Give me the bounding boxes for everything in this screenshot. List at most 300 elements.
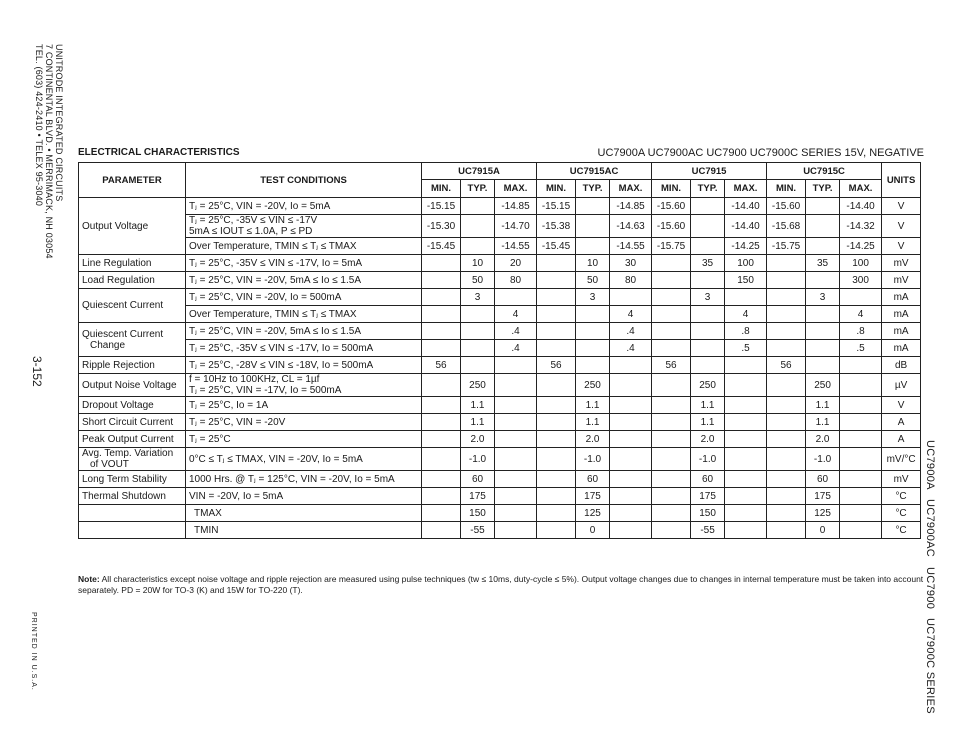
table-row bbox=[79, 357, 921, 374]
value-cell bbox=[767, 272, 806, 289]
value-cell bbox=[461, 357, 495, 374]
value-cell: 4 bbox=[725, 306, 767, 323]
value-cell bbox=[461, 198, 495, 215]
parameter-cell bbox=[79, 522, 186, 539]
value-cell: 4 bbox=[840, 306, 882, 323]
value-cell bbox=[461, 215, 495, 238]
value-cell: 2.0 bbox=[576, 431, 610, 448]
value-cell bbox=[767, 340, 806, 357]
value-cell: 56 bbox=[537, 357, 576, 374]
parameter-name: Long Term Stability bbox=[82, 473, 167, 485]
value-cell: -15.68 bbox=[767, 215, 806, 238]
value-cell bbox=[422, 323, 461, 340]
unit-cell: µV bbox=[882, 374, 921, 397]
value-cell: -15.38 bbox=[537, 215, 576, 238]
value-cell bbox=[767, 397, 806, 414]
value-cell: 2.0 bbox=[806, 431, 840, 448]
value-cell bbox=[652, 289, 691, 306]
test-condition-cell bbox=[186, 505, 422, 522]
header-device-uc7915a: UC7915A bbox=[422, 163, 537, 180]
parameter-cell bbox=[79, 505, 186, 522]
note-text: All characteristics except noise voltage and ripple rejection are measured using pulse techniques (tw ≤ 10ms, duty-cycle ≤ 5%). Output voltage changes due to changes in internal temperature must be taken into account separately. PD = 20W for TO-3 (K) and 15W for TO-220 (T). bbox=[78, 574, 924, 595]
header-units: UNITS bbox=[882, 163, 921, 198]
value-cell: 250 bbox=[691, 374, 725, 397]
unit-cell: V bbox=[882, 198, 921, 215]
page-number: 3-152 bbox=[30, 356, 44, 387]
parameter-name: Avg. Temp. Variation bbox=[82, 448, 174, 459]
value-cell bbox=[537, 505, 576, 522]
value-cell bbox=[576, 306, 610, 323]
value-cell: 60 bbox=[576, 471, 610, 488]
unit-cell: A bbox=[882, 414, 921, 431]
value-cell bbox=[652, 374, 691, 397]
side-title-part: UC7900C SERIES bbox=[924, 618, 936, 714]
value-cell bbox=[725, 431, 767, 448]
unit-cell: mA bbox=[882, 340, 921, 357]
value-cell bbox=[495, 414, 537, 431]
value-cell: 3 bbox=[576, 289, 610, 306]
table-row bbox=[79, 431, 921, 448]
value-cell bbox=[610, 414, 652, 431]
value-cell: 3 bbox=[461, 289, 495, 306]
value-cell bbox=[422, 414, 461, 431]
value-cell bbox=[840, 414, 882, 431]
value-cell bbox=[422, 471, 461, 488]
value-cell: 1.1 bbox=[461, 397, 495, 414]
parameter-name: Output Voltage bbox=[82, 220, 149, 232]
value-cell bbox=[767, 374, 806, 397]
value-cell bbox=[767, 522, 806, 539]
value-cell: -14.63 bbox=[610, 215, 652, 238]
header-max: MAX. bbox=[610, 180, 652, 198]
electrical-characteristics-table bbox=[78, 162, 921, 539]
value-cell bbox=[576, 357, 610, 374]
value-cell bbox=[422, 448, 461, 471]
value-cell bbox=[495, 357, 537, 374]
value-cell bbox=[691, 340, 725, 357]
parameter-name: Thermal Shutdown bbox=[82, 490, 166, 502]
series-label: UC7900A UC7900AC UC7900 UC7900C SERIES 15V, NEGATIVE bbox=[597, 147, 924, 159]
test-condition-cell bbox=[186, 215, 422, 238]
value-cell: 56 bbox=[422, 357, 461, 374]
table-row bbox=[79, 255, 921, 272]
value-cell bbox=[576, 215, 610, 238]
value-cell: .4 bbox=[610, 323, 652, 340]
value-cell bbox=[806, 306, 840, 323]
note-label: Note: bbox=[78, 574, 100, 584]
test-condition-cell bbox=[186, 488, 422, 505]
value-cell bbox=[691, 323, 725, 340]
value-cell: 0 bbox=[576, 522, 610, 539]
value-cell bbox=[725, 488, 767, 505]
value-cell: -14.32 bbox=[840, 215, 882, 238]
value-cell bbox=[691, 238, 725, 255]
test-condition: Tⱼ = 25°C, Io = 1A bbox=[189, 399, 269, 411]
value-cell: 250 bbox=[806, 374, 840, 397]
value-cell: -15.15 bbox=[422, 198, 461, 215]
table-row bbox=[79, 448, 921, 471]
table-row bbox=[79, 488, 921, 505]
side-title-part: UC7900A bbox=[924, 440, 936, 490]
header-min: MIN. bbox=[652, 180, 691, 198]
value-cell: -14.85 bbox=[495, 198, 537, 215]
value-cell bbox=[495, 488, 537, 505]
unit-cell: dB bbox=[882, 357, 921, 374]
value-cell: 35 bbox=[691, 255, 725, 272]
value-cell bbox=[806, 272, 840, 289]
value-cell bbox=[767, 505, 806, 522]
value-cell bbox=[691, 215, 725, 238]
parameter-cell bbox=[79, 471, 186, 488]
value-cell: 50 bbox=[461, 272, 495, 289]
value-cell bbox=[840, 357, 882, 374]
value-cell bbox=[495, 505, 537, 522]
test-condition: Tⱼ = 25°C, -35V ≤ VIN ≤ -17V bbox=[189, 215, 318, 226]
value-cell bbox=[652, 340, 691, 357]
value-cell: 150 bbox=[691, 505, 725, 522]
table-row bbox=[79, 289, 921, 306]
value-cell bbox=[576, 323, 610, 340]
value-cell: 60 bbox=[461, 471, 495, 488]
value-cell: -14.85 bbox=[610, 198, 652, 215]
parameter-cell bbox=[79, 255, 186, 272]
value-cell: 1.1 bbox=[806, 397, 840, 414]
value-cell bbox=[767, 448, 806, 471]
table-row bbox=[79, 238, 921, 255]
value-cell bbox=[461, 323, 495, 340]
company-address: 7 CONTINENTAL BLVD. • MERRIMACK, NH 03054 bbox=[44, 44, 54, 259]
value-cell: .4 bbox=[610, 340, 652, 357]
table-header-row bbox=[79, 163, 921, 180]
value-cell: -14.40 bbox=[725, 215, 767, 238]
parameter-name: Output Noise Voltage bbox=[82, 379, 177, 391]
test-condition-cell bbox=[186, 431, 422, 448]
header-typ: TYP. bbox=[691, 180, 725, 198]
test-condition-cell bbox=[186, 289, 422, 306]
parameter-cell bbox=[79, 414, 186, 431]
value-cell: 2.0 bbox=[461, 431, 495, 448]
value-cell bbox=[767, 289, 806, 306]
value-cell: -14.55 bbox=[610, 238, 652, 255]
value-cell bbox=[691, 198, 725, 215]
value-cell bbox=[422, 306, 461, 323]
test-condition: Tⱼ = 25°C, VIN = -20V, 5mA ≤ Io ≤ 1.5A bbox=[189, 274, 361, 286]
value-cell bbox=[725, 414, 767, 431]
value-cell: -1.0 bbox=[461, 448, 495, 471]
value-cell: -14.70 bbox=[495, 215, 537, 238]
unit-cell: V bbox=[882, 215, 921, 238]
value-cell bbox=[495, 431, 537, 448]
parameter-name-line2: of VOUT bbox=[90, 459, 129, 470]
value-cell: 10 bbox=[461, 255, 495, 272]
value-cell bbox=[537, 306, 576, 323]
side-title-part: UC7900AC bbox=[924, 499, 936, 558]
table-row bbox=[79, 374, 921, 397]
value-cell: 250 bbox=[576, 374, 610, 397]
value-cell bbox=[840, 397, 882, 414]
unit-cell: mA bbox=[882, 323, 921, 340]
parameter-cell bbox=[79, 198, 186, 255]
value-cell bbox=[691, 357, 725, 374]
test-condition-cell bbox=[186, 522, 422, 539]
value-cell: 150 bbox=[461, 505, 495, 522]
value-cell: 50 bbox=[576, 272, 610, 289]
value-cell bbox=[840, 488, 882, 505]
table-row bbox=[79, 505, 921, 522]
table-row bbox=[79, 414, 921, 431]
table-row bbox=[79, 198, 921, 215]
value-cell: 1.1 bbox=[691, 397, 725, 414]
value-cell bbox=[725, 522, 767, 539]
value-cell: .5 bbox=[725, 340, 767, 357]
value-cell: -14.25 bbox=[840, 238, 882, 255]
test-condition: Over Temperature, TMIN ≤ Tⱼ ≤ TMAX bbox=[189, 240, 357, 252]
value-cell: -15.30 bbox=[422, 215, 461, 238]
value-cell bbox=[422, 522, 461, 539]
value-cell bbox=[725, 505, 767, 522]
header-typ: TYP. bbox=[576, 180, 610, 198]
test-condition-cell bbox=[186, 357, 422, 374]
value-cell bbox=[767, 323, 806, 340]
value-cell bbox=[576, 198, 610, 215]
value-cell bbox=[652, 522, 691, 539]
parameter-cell bbox=[79, 374, 186, 397]
unit-cell: mA bbox=[882, 306, 921, 323]
value-cell: 175 bbox=[461, 488, 495, 505]
value-cell bbox=[461, 238, 495, 255]
value-cell bbox=[461, 340, 495, 357]
test-condition-cell bbox=[186, 306, 422, 323]
value-cell: -1.0 bbox=[806, 448, 840, 471]
test-condition-cell bbox=[186, 374, 422, 397]
value-cell: -15.75 bbox=[767, 238, 806, 255]
unit-cell: mA bbox=[882, 289, 921, 306]
value-cell: 100 bbox=[840, 255, 882, 272]
value-cell bbox=[576, 238, 610, 255]
value-cell bbox=[806, 198, 840, 215]
value-cell bbox=[652, 431, 691, 448]
value-cell bbox=[840, 522, 882, 539]
value-cell: -15.15 bbox=[537, 198, 576, 215]
parameter-name: Load Regulation bbox=[82, 274, 155, 286]
value-cell bbox=[576, 340, 610, 357]
test-condition: Tⱼ = 25°C bbox=[189, 433, 231, 445]
value-cell: 2.0 bbox=[691, 431, 725, 448]
value-cell bbox=[537, 323, 576, 340]
value-cell bbox=[537, 431, 576, 448]
value-cell bbox=[422, 505, 461, 522]
value-cell bbox=[652, 448, 691, 471]
value-cell: -14.40 bbox=[840, 198, 882, 215]
parameter-name: Quiescent Current bbox=[82, 328, 164, 340]
value-cell bbox=[725, 289, 767, 306]
value-cell: -15.60 bbox=[767, 198, 806, 215]
test-condition: f = 10Hz to 100KHz, CL = 1µf bbox=[189, 374, 320, 385]
value-cell bbox=[495, 289, 537, 306]
value-cell: 1.1 bbox=[461, 414, 495, 431]
value-cell bbox=[806, 357, 840, 374]
value-cell: 1.1 bbox=[576, 397, 610, 414]
header-max: MAX. bbox=[840, 180, 882, 198]
test-condition: Tⱼ = 25°C, VIN = -20V bbox=[189, 416, 286, 428]
table-row bbox=[79, 471, 921, 488]
value-cell: 35 bbox=[806, 255, 840, 272]
test-condition: 0°C ≤ Tⱼ ≤ TMAX, VIN = -20V, Io = 5mA bbox=[189, 453, 363, 465]
test-condition: TMAX bbox=[194, 507, 222, 519]
test-condition: Tⱼ = 25°C, VIN = -20V, Io = 5mA bbox=[189, 200, 331, 212]
header-test-conditions: TEST CONDITIONS bbox=[186, 163, 422, 198]
value-cell: .8 bbox=[840, 323, 882, 340]
parameter-cell bbox=[79, 397, 186, 414]
value-cell bbox=[537, 255, 576, 272]
value-cell bbox=[537, 272, 576, 289]
test-condition: 1000 Hrs. @ Tⱼ = 125°C, VIN = -20V, Io = 5mA bbox=[189, 473, 395, 485]
value-cell bbox=[610, 448, 652, 471]
value-cell: 150 bbox=[725, 272, 767, 289]
value-cell bbox=[495, 522, 537, 539]
value-cell bbox=[537, 471, 576, 488]
test-condition-cell bbox=[186, 340, 422, 357]
parameter-name: Dropout Voltage bbox=[82, 399, 154, 411]
value-cell bbox=[767, 306, 806, 323]
header-min: MIN. bbox=[767, 180, 806, 198]
value-cell bbox=[725, 397, 767, 414]
value-cell bbox=[537, 414, 576, 431]
test-condition-cell bbox=[186, 414, 422, 431]
header-max: MAX. bbox=[495, 180, 537, 198]
company-address-block bbox=[34, 44, 64, 259]
value-cell bbox=[422, 255, 461, 272]
value-cell: 175 bbox=[806, 488, 840, 505]
side-series-title bbox=[924, 440, 936, 720]
value-cell bbox=[652, 414, 691, 431]
test-condition: Tⱼ = 25°C, VIN = -20V, Io = 500mA bbox=[189, 291, 342, 303]
company-name: UNITRODE INTEGRATED CIRCUITS bbox=[54, 44, 64, 202]
value-cell bbox=[767, 471, 806, 488]
value-cell bbox=[610, 522, 652, 539]
value-cell bbox=[806, 340, 840, 357]
table-note bbox=[78, 574, 924, 596]
value-cell bbox=[767, 488, 806, 505]
test-condition-cell bbox=[186, 272, 422, 289]
unit-cell: mV/°C bbox=[882, 448, 921, 471]
value-cell bbox=[652, 488, 691, 505]
value-cell bbox=[725, 448, 767, 471]
value-cell: 1.1 bbox=[576, 414, 610, 431]
value-cell bbox=[610, 289, 652, 306]
value-cell: -1.0 bbox=[576, 448, 610, 471]
value-cell bbox=[537, 374, 576, 397]
value-cell bbox=[537, 340, 576, 357]
parameter-name: Short Circuit Current bbox=[82, 416, 174, 428]
value-cell bbox=[610, 431, 652, 448]
value-cell bbox=[610, 471, 652, 488]
value-cell bbox=[495, 471, 537, 488]
value-cell: 250 bbox=[461, 374, 495, 397]
value-cell bbox=[495, 374, 537, 397]
value-cell: 100 bbox=[725, 255, 767, 272]
value-cell bbox=[767, 255, 806, 272]
value-cell bbox=[806, 323, 840, 340]
test-condition-cell bbox=[186, 448, 422, 471]
value-cell: -15.60 bbox=[652, 198, 691, 215]
parameter-cell bbox=[79, 357, 186, 374]
value-cell bbox=[495, 397, 537, 414]
value-cell bbox=[495, 448, 537, 471]
value-cell bbox=[652, 471, 691, 488]
value-cell bbox=[610, 488, 652, 505]
value-cell: -1.0 bbox=[691, 448, 725, 471]
parameter-name-line2: Change bbox=[90, 339, 126, 351]
value-cell bbox=[652, 272, 691, 289]
value-cell bbox=[806, 238, 840, 255]
parameter-cell bbox=[79, 289, 186, 323]
table-row bbox=[79, 323, 921, 340]
test-condition-line2: 5mA ≤ IOUT ≤ 1.0A, P ≤ PD bbox=[189, 226, 313, 237]
value-cell bbox=[767, 414, 806, 431]
header-device-uc7915: UC7915 bbox=[652, 163, 767, 180]
value-cell bbox=[725, 471, 767, 488]
table-row bbox=[79, 215, 921, 238]
value-cell bbox=[422, 289, 461, 306]
test-condition-cell bbox=[186, 471, 422, 488]
value-cell: 0 bbox=[806, 522, 840, 539]
value-cell bbox=[652, 323, 691, 340]
value-cell bbox=[537, 289, 576, 306]
value-cell bbox=[461, 306, 495, 323]
value-cell bbox=[725, 357, 767, 374]
value-cell bbox=[840, 471, 882, 488]
value-cell: 175 bbox=[576, 488, 610, 505]
table-row bbox=[79, 272, 921, 289]
unit-cell: mV bbox=[882, 471, 921, 488]
value-cell bbox=[422, 397, 461, 414]
parameter-cell bbox=[79, 488, 186, 505]
table-row bbox=[79, 522, 921, 539]
parameter-name: Line Regulation bbox=[82, 257, 152, 269]
test-condition: Tⱼ = 25°C, -35V ≤ VIN ≤ -17V, Io = 5mA bbox=[189, 257, 363, 269]
header-min: MIN. bbox=[537, 180, 576, 198]
value-cell bbox=[537, 397, 576, 414]
value-cell bbox=[652, 397, 691, 414]
parameter-cell bbox=[79, 323, 186, 357]
value-cell bbox=[691, 272, 725, 289]
value-cell: -55 bbox=[691, 522, 725, 539]
parameter-name: Peak Output Current bbox=[82, 433, 174, 445]
value-cell: 60 bbox=[806, 471, 840, 488]
value-cell bbox=[422, 431, 461, 448]
value-cell bbox=[652, 306, 691, 323]
test-condition-line2: Tⱼ = 25°C, VIN = -17V, Io = 500mA bbox=[189, 385, 342, 396]
parameter-name: Quiescent Current bbox=[82, 300, 164, 311]
value-cell bbox=[840, 448, 882, 471]
value-cell: -14.55 bbox=[495, 238, 537, 255]
test-condition: VIN = -20V, Io = 5mA bbox=[189, 490, 284, 502]
value-cell bbox=[610, 357, 652, 374]
header-parameter: PARAMETER bbox=[79, 163, 186, 198]
test-condition-cell bbox=[186, 198, 422, 215]
value-cell bbox=[652, 255, 691, 272]
value-cell: -55 bbox=[461, 522, 495, 539]
value-cell: -15.45 bbox=[537, 238, 576, 255]
value-cell: 30 bbox=[610, 255, 652, 272]
unit-cell: V bbox=[882, 397, 921, 414]
header-device-uc7915ac: UC7915AC bbox=[537, 163, 652, 180]
header-typ: TYP. bbox=[806, 180, 840, 198]
header-max: MAX. bbox=[725, 180, 767, 198]
value-cell: .4 bbox=[495, 340, 537, 357]
value-cell bbox=[806, 215, 840, 238]
